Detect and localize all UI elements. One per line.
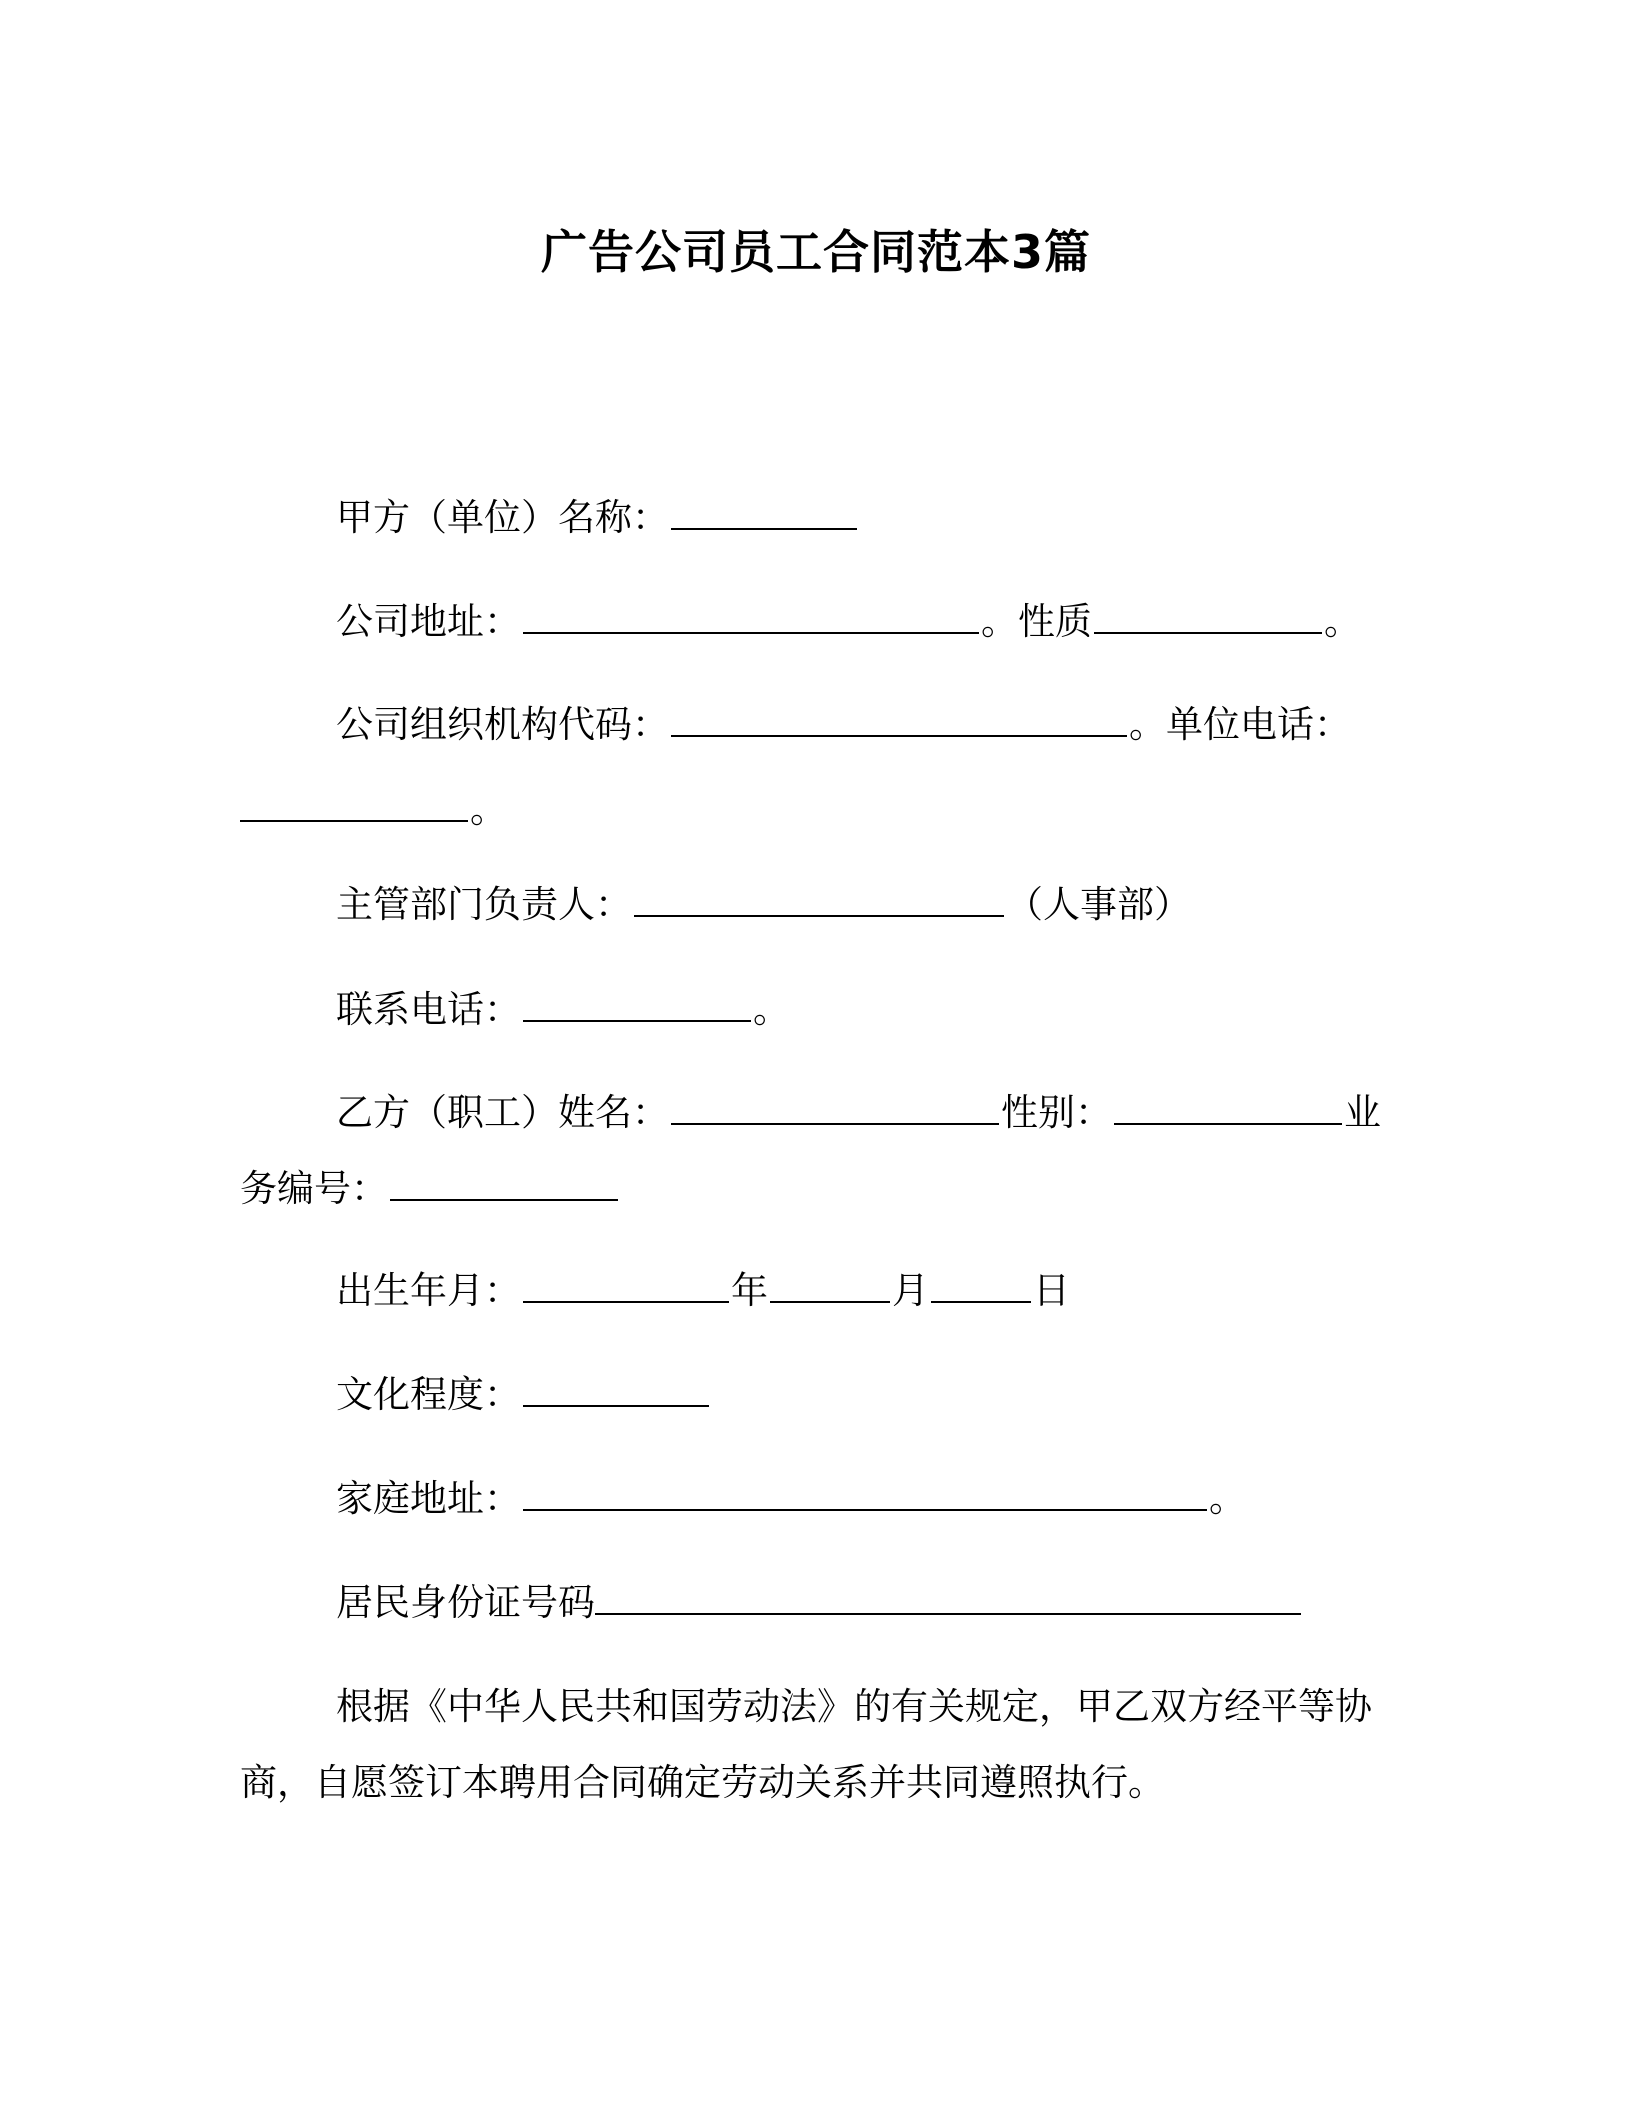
education-label: 文化程度： [336,1373,521,1416]
nature-period: 。 [1324,600,1361,643]
party-b-name-label: 乙方（职工）姓名： [336,1091,669,1134]
education-line [336,1370,711,1420]
gender-label: 性别： [1001,1091,1112,1134]
birth-year-blank [523,1267,729,1303]
party-a-name-label: 甲方（单位）名称： [336,496,669,539]
clause-line-1: 根据《中华人民共和国劳动法》的有关规定，甲乙双方经平等协 [336,1685,1372,1728]
id-number-blank [595,1579,1301,1615]
org-code-label: 公司组织机构代码： [336,703,669,746]
unit-phone-line [240,785,507,835]
address-label: 公司地址： [336,600,521,643]
supervisor-line [336,880,1191,930]
home-address-line [336,1474,1246,1524]
unit-phone-blank [240,786,468,822]
org-code-line [336,700,1351,750]
contact-phone-line [336,985,790,1035]
business-prefix: 业 [1344,1091,1381,1134]
id-number-line [336,1578,1303,1628]
address-blank [523,598,979,634]
org-code-blank [671,701,1127,737]
contact-phone-period: 。 [753,988,790,1031]
party-b-name-line [336,1088,1381,1138]
address-line [336,597,1361,647]
month-label: 月 [892,1269,929,1312]
business-number-blank [390,1165,618,1201]
unit-phone-period: 。 [470,788,507,831]
home-address-label: 家庭地址： [336,1477,521,1520]
contact-phone-blank [523,986,751,1022]
id-number-label: 居民身份证号码 [336,1581,595,1624]
year-label: 年 [731,1269,768,1312]
supervisor-label: 主管部门负责人： [336,883,632,926]
birth-label: 出生年月： [336,1269,521,1312]
birth-month-blank [770,1267,890,1303]
contact-phone-label: 联系电话： [336,988,521,1031]
unit-phone-label: 。单位电话： [1129,703,1351,746]
hr-dept-label: （人事部） [1006,883,1191,926]
nature-blank [1094,598,1322,634]
party-a-name-blank [671,494,857,530]
party-b-name-blank [671,1089,999,1125]
document-title: 广告公司员工合同范本3篇 [540,225,1091,279]
education-blank [523,1371,709,1407]
clause-line-2: 商，自愿签订本聘用合同确定劳动关系并共同遵照执行。 [240,1761,1165,1804]
home-address-period: 。 [1209,1477,1246,1520]
birth-day-blank [931,1267,1031,1303]
nature-label: 。性质 [981,600,1092,643]
business-number-line [240,1164,620,1214]
business-number-label: 务编号： [240,1167,388,1210]
supervisor-blank [634,881,1004,917]
gender-blank [1114,1089,1342,1125]
home-address-blank [523,1475,1207,1511]
party-a-name-line [336,493,859,543]
birth-line [336,1266,1070,1316]
day-label: 日 [1033,1269,1070,1312]
